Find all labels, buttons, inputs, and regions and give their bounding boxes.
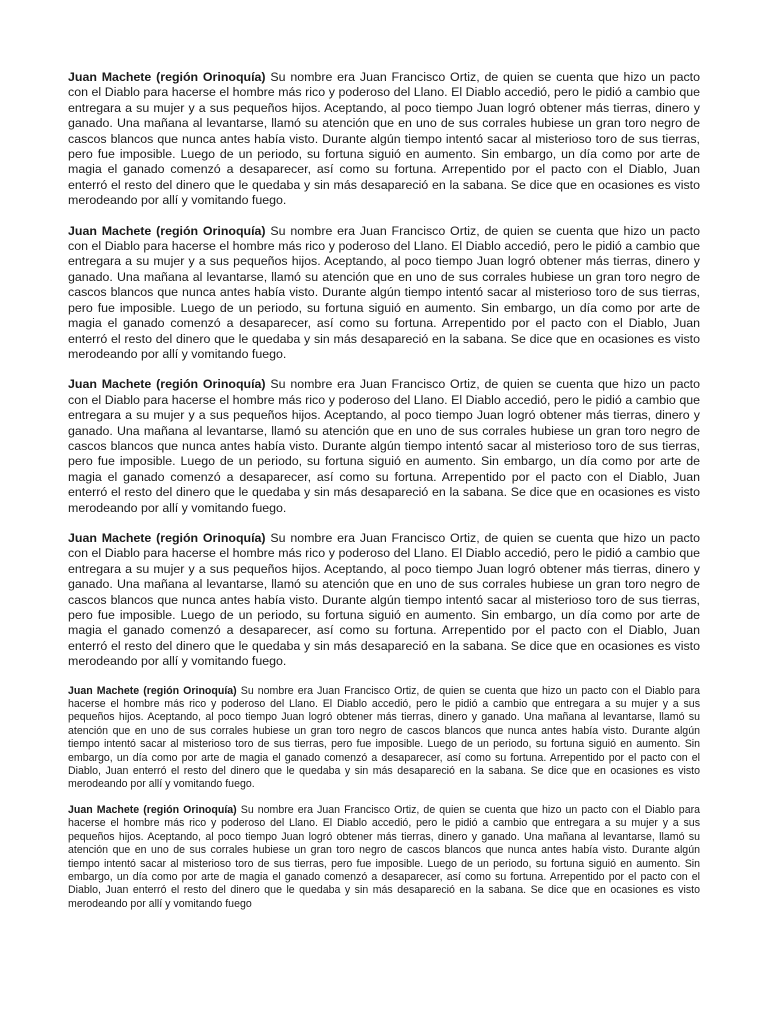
- paragraph-title: Juan Machete (región Orinoquía): [68, 377, 266, 392]
- paragraph-body: Su nombre era Juan Francisco Ortiz, de quien se cuenta que hizo un pacto con el Diablo para hacerse el hombre más rico y poderoso del Llano. El Diablo accedió, pero le pidió a cambio que entregara a su mujer y a sus pequeños hijos. Aceptando, al poco tiempo Juan logró obtener más tierras, dinero y ganado. Una mañana al levantarse, llamó su atención que en uno de sus corrales hubiese un gran toro negro de cascos blancos que nunca antes había visto. Durante algún tiempo intentó sacar al misterioso toro de sus tierras, pero fue imposible. Luego de un periodo, su fortuna siguió en aumento. Sin embargo, un día como por arte de magia el ganado comenzó a desaparecer, así como su fortuna. Arrepentido por el pacto con el Diablo, Juan enterró el resto del dinero que le quedaba y sin más desapareció en la sabana. Se dice que en ocasiones es visto merodeando por allí y vomitando fuego.: [68, 684, 700, 791]
- paragraph-title: Juan Machete (región Orinoquía): [68, 803, 237, 816]
- paragraph-3: [68, 377, 700, 516]
- paragraph-2: [68, 224, 700, 363]
- paragraph-body: Su nombre era Juan Francisco Ortiz, de quien se cuenta que hizo un pacto con el Diablo para hacerse el hombre más rico y poderoso del Llano. El Diablo accedió, pero le pidió a cambio que entregara a su mujer y a sus pequeños hijos. Aceptando, al poco tiempo Juan logró obtener más tierras, dinero y ganado. Una mañana al levantarse, llamó su atención que en uno de sus corrales hubiese un gran toro negro de cascos blancos que nunca antes había visto. Durante algún tiempo intentó sacar al misterioso toro de sus tierras, pero fue imposible. Luego de un periodo, su fortuna siguió en aumento. Sin embargo, un día como por arte de magia el ganado comenzó a desaparecer, así como su fortuna. Arrepentido por el pacto con el Diablo, Juan enterró el resto del dinero que le quedaba y sin más desapareció en la sabana. Se dice que en ocasiones es visto merodeando por allí y vomitando fuego.: [68, 377, 700, 515]
- document-page: [68, 70, 700, 923]
- paragraph-title: Juan Machete (región Orinoquía): [68, 223, 266, 238]
- paragraph-body: Su nombre era Juan Francisco Ortiz, de quien se cuenta que hizo un pacto con el Diablo para hacerse el hombre más rico y poderoso del Llano. El Diablo accedió, pero le pidió a cambio que entregara a su mujer y a sus pequeños hijos. Aceptando, al poco tiempo Juan logró obtener más tierras, dinero y ganado. Una mañana al levantarse, llamó su atención que en uno de sus corrales hubiese un gran toro negro de cascos blancos que nunca antes había visto. Durante algún tiempo intentó sacar al misterioso toro de sus tierras, pero fue imposible. Luego de un periodo, su fortuna siguió en aumento. Sin embargo, un día como por arte de magia el ganado comenzó a desaparecer, así como su fortuna. Arrepentido por el pacto con el Diablo, Juan enterró el resto del dinero que le quedaba y sin más desapareció en la sabana. Se dice que en ocasiones es visto merodeando por allí y vomitando fuego.: [68, 223, 700, 361]
- paragraph-1: [68, 70, 700, 209]
- paragraph-5: [68, 685, 700, 792]
- paragraph-body: Su nombre era Juan Francisco Ortiz, de quien se cuenta que hizo un pacto con el Diablo para hacerse el hombre más rico y poderoso del Llano. El Diablo accedió, pero le pidió a cambio que entregara a su mujer y a sus pequeños hijos. Aceptando, al poco tiempo Juan logró obtener más tierras, dinero y ganado. Una mañana al levantarse, llamó su atención que en uno de sus corrales hubiese un gran toro negro de cascos blancos que nunca antes había visto. Durante algún tiempo intentó sacar al misterioso toro de sus tierras, pero fue imposible. Luego de un periodo, su fortuna siguió en aumento. Sin embargo, un día como por arte de magia el ganado comenzó a desaparecer, así como su fortuna. Arrepentido por el pacto con el Diablo, Juan enterró el resto del dinero que le quedaba y sin más desapareció en la sabana. Se dice que en ocasiones es visto merodeando por allí y vomitando fuego.: [68, 70, 700, 208]
- paragraph-title: Juan Machete (región Orinoquía): [68, 530, 266, 545]
- paragraph-6: [68, 804, 700, 911]
- paragraph-4: [68, 531, 700, 670]
- paragraph-title: Juan Machete (región Orinoquía): [68, 684, 237, 697]
- paragraph-body: Su nombre era Juan Francisco Ortiz, de quien se cuenta que hizo un pacto con el Diablo para hacerse el hombre más rico y poderoso del Llano. El Diablo accedió, pero le pidió a cambio que entregara a su mujer y a sus pequeños hijos. Aceptando, al poco tiempo Juan logró obtener más tierras, dinero y ganado. Una mañana al levantarse, llamó su atención que en uno de sus corrales hubiese un gran toro negro de cascos blancos que nunca antes había visto. Durante algún tiempo intentó sacar al misterioso toro de sus tierras, pero fue imposible. Luego de un periodo, su fortuna siguió en aumento. Sin embargo, un día como por arte de magia el ganado comenzó a desaparecer, así como su fortuna. Arrepentido por el pacto con el Diablo, Juan enterró el resto del dinero que le quedaba y sin más desapareció en la sabana. Se dice que en ocasiones es visto merodeando por allí y vomitando fuego.: [68, 530, 700, 669]
- paragraph-title: Juan Machete (región Orinoquía): [68, 70, 266, 84]
- paragraph-body: Su nombre era Juan Francisco Ortiz, de quien se cuenta que hizo un pacto con el Diablo para hacerse el hombre más rico y poderoso del Llano. El Diablo accedió, pero le pidió a cambio que entregara a su mujer y a sus pequeños hijos. Aceptando, al poco tiempo Juan logró obtener más tierras, dinero y ganado. Una mañana al levantarse, llamó su atención que en uno de sus corrales hubiese un gran toro negro de cascos blancos que nunca antes había visto. Durante algún tiempo intentó sacar al misterioso toro de sus tierras, pero fue imposible. Luego de un periodo, su fortuna siguió en aumento. Sin embargo, un día como por arte de magia el ganado comenzó a desaparecer, así como su fortuna. Arrepentido por el pacto con el Diablo, Juan enterró el resto del dinero que le quedaba y sin más desapareció en la sabana. Se dice que en ocasiones es visto merodeando por allí y vomitando fuego: [68, 803, 700, 910]
